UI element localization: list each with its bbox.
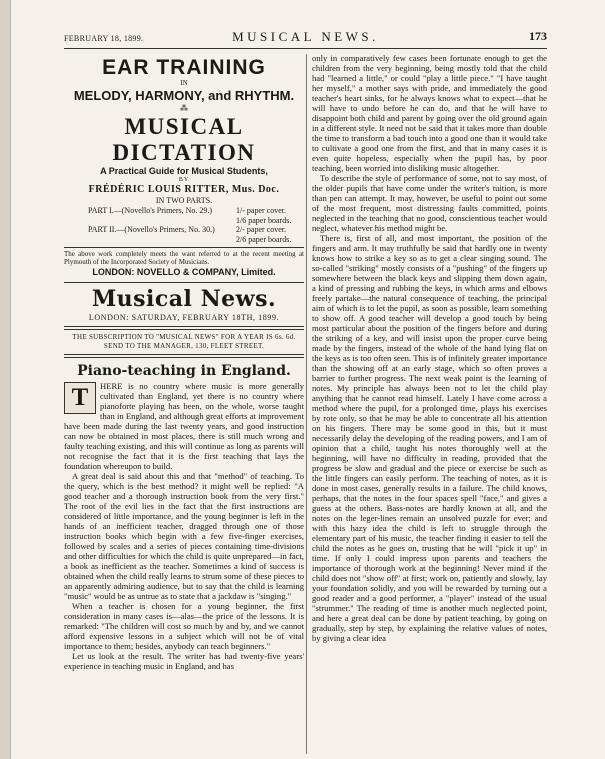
article-paragraph: only in comparatively few cases been fortunate enough to get the children from the very beginning, being mostly told that the child had "learned a little," or could "play a little piece." "I have taught her myself," a mother says with pride, and immediately the good teacher's heart sinks, for he always knows what to expect—that he will have to undo before he can do, and that he will have to disappoint both child and parent by going over the old ground again in a different style. It need not be said that it takes more than double the time to transform a bad touch into a good one than it would take to cultivate a good one from the first, and that in many cases it is even quite hopeless, especially when the pupil has, by poor teaching, been worried into disliking music altogether.	[312, 53, 547, 173]
ad-by: BY	[178, 177, 190, 183]
article-body-left	[64, 381, 304, 671]
header-date: FEBRUARY 18, 1899.	[64, 34, 144, 43]
column-rule	[306, 54, 307, 754]
article-paragraph: When a teacher is chosen for a young beginner, the first consideration in many cases is—alas—the price of the lessons. It is remarked: "The children will cost so much by and by, and we cannot afford expensive lessons in a subject which will not be of vital importance to them; besides, anybody can teach beginners."	[64, 601, 304, 651]
ad-author: FRÉDÉRIC LOUIS RITTER, Mus. Doc.	[88, 184, 280, 195]
subscription-line-1: THE SUBSCRIPTION TO "MUSICAL NEWS" FOR A YEAR IS 6s. 6d.	[72, 333, 296, 341]
ad-part-1-boards: 1/6 paper boards.	[236, 216, 292, 225]
ad-part-2-boards: 2/6 paper boards.	[236, 235, 292, 244]
ad-in: IN	[180, 79, 188, 87]
ad-part-2-price: 2/- paper cover.	[236, 225, 286, 234]
header-title: MUSICAL NEWS.	[232, 29, 379, 44]
drop-cap: T	[64, 382, 96, 414]
ad-part-1-price: 1/- paper cover.	[236, 206, 286, 215]
masthead-dateline: LONDON: SATURDAY, FEBRUARY 18TH, 1899.	[88, 313, 280, 322]
ad-part-2	[64, 225, 304, 235]
ad-part-1-name: PART I.—(Novello's Primers, No. 29.)	[88, 206, 213, 215]
ad-parts-heading: IN TWO PARTS.	[155, 196, 213, 205]
article-paragraph: A great deal is said about this and that "method" of teaching. To the query, which is the best method? it might well be replied: "A good teacher and a thorough instruction book from the very first." The root of the evil lies in the fact that the first instructions are considered of little importance, and the young beginner is left in the hands of an inefficient teacher, dragged through one of those instruction books which begin with a few five-finger exercises, followed by scales and a series of pieces containing time-divisions and other difficulties for which the child is quite unprepared—in fact, a book as inefficient as the teacher. Sometimes a kind of success is obtained when the child really learns to strum some of these pieces to an apparently admiring audience, but to say that the child is learning "music" would be as untrue as to state that a jackdaw is "singing."	[64, 471, 304, 601]
page-binding-edge	[0, 0, 11, 759]
header-rule	[64, 48, 547, 49]
ad-publisher: LONDON: NOVELLO & COMPANY, Limited.	[92, 267, 276, 277]
masthead-rule	[64, 326, 304, 330]
ad-ornament: ⁂	[180, 104, 188, 113]
article-paragraph: Let us look at the result. The writer has had twenty-five years' experience in teaching music in England, and has	[64, 651, 304, 671]
page-number: 173	[529, 29, 547, 43]
ad-subtitle: MELODY, HARMONY, and RHYTHM.	[73, 88, 295, 103]
left-column	[64, 53, 304, 756]
running-header	[64, 29, 547, 47]
ad-part-1	[64, 206, 304, 216]
article-paragraph: To describe the style of performance of some, not to say most, of the older pupils that have come under the writer's tuition, is more than pen can attempt. It may, however, be useful to point out some of the most frequent, most distressing faults committed, points neglected in the teaching that no good, conscientious teacher would neglect, whatever his method might be.	[312, 173, 547, 233]
masthead-title: Musical News.	[91, 286, 277, 312]
ad-tagline: A Practical Guide for Musical Students,	[100, 166, 268, 176]
ad-rule	[64, 247, 304, 248]
article-paragraph: There is, first of all, and most important, the position of the fingers and arm. It may truthfully be said that hardly one in twenty knows how to strike a key so as to get a clear singing sound. The so-called "striking" mostly consists of a "pushing" of the fingers up somewhere between the black keys and slipping them down again, a kind of pressing and rubbing the keys, in which arms and elbows freely partake—the natural consequence of teaching, the principal aim of which is to let the pupil, as soon as possible, learn something to show off. A good teacher will develop a good touch by being most particular about the position of the fingers before and during the striking of a key, and will insist upon the proper curve being made by the fingers, instead of the whole of the hand lying flat on the keys as is too often seen. This is of infinitely greater importance than the showing off at an early stage, which so often proves a barrier to further progress. The next weak point is the learning of notes. My principle has always been not to let the child play anything that he cannot read himself. Lately I have come across a method where the pupil, for a prolonged time, plays his exercises by rote only, so that he may be able to concentrate all his attention on his fingers. There may be some good in this, but it must necessarily delay the developing of the reading powers, and I am of opinion that a child, taught his notes thoroughly well at the beginning, will have no difficulty in reading, provided that the progress be slow and gradual and the piece or exercise be such as the little fingers can easily perform. The teaching of notes, as it is done in most cases, generally results in a failure. The child knows, perhaps, that the notes in the four spaces spell "face," and gives a guess at the others. Bass-notes are hardly known at all, and the notes on the leger-lines remain an unsolved puzzle for ever; and with this hazy idea the child is left to struggle through the elementary part of his music, the teacher finding it easier to tell the child the notes as he goes on, trusting that he will "pick it up" in time. If only I could impress upon parents and teachers the importance of thorough work at the beginning! Never mind if the child does not "show off" at first; work on, patiently and slowly, lay your foundation solidly, and you will be rewarded by turning out a good reader and a good performer, a "player" instead of the usual "strummer." The reading of time is another much neglected point, and here a great deal can be done by patient teaching, by going on gradually, step by step, by explaining the relative values of notes, by giving a clear idea	[312, 233, 547, 643]
subscription-rule	[64, 354, 304, 358]
ad-title-dictation: MUSICAL DICTATION	[112, 114, 256, 165]
article-heading: Piano-teaching in England.	[77, 363, 291, 379]
ad-bottom-rule	[64, 282, 304, 283]
article-paragraph: HERE is no country where music is more generally cultivated than England, yet there is no country where pianoforte playing has been, on the whole, worse taught than in England, and although great efforts at improvement have been made during the last twenty years, and good instruction can now be obtained in most places, there is still much wrong and faulty teaching existing, and this will continue as long as parents will not recognise the fact that it is the first teaching that lays the foundation whereupon to build.	[64, 381, 304, 471]
ad-title: EAR TRAINING	[102, 56, 266, 79]
ad-part-2-name: PART II.—(Novello's Primers, No. 30.)	[88, 225, 215, 234]
ad-note: The above work completely meets the want referred to at the recent meeting at Plymouth of the Incorporated Society of Musicians.	[64, 250, 304, 266]
right-column	[312, 53, 547, 756]
article-body-right	[312, 53, 547, 643]
subscription-line-2: SEND TO THE MANAGER, 130, FLEET STREET.	[103, 342, 265, 350]
